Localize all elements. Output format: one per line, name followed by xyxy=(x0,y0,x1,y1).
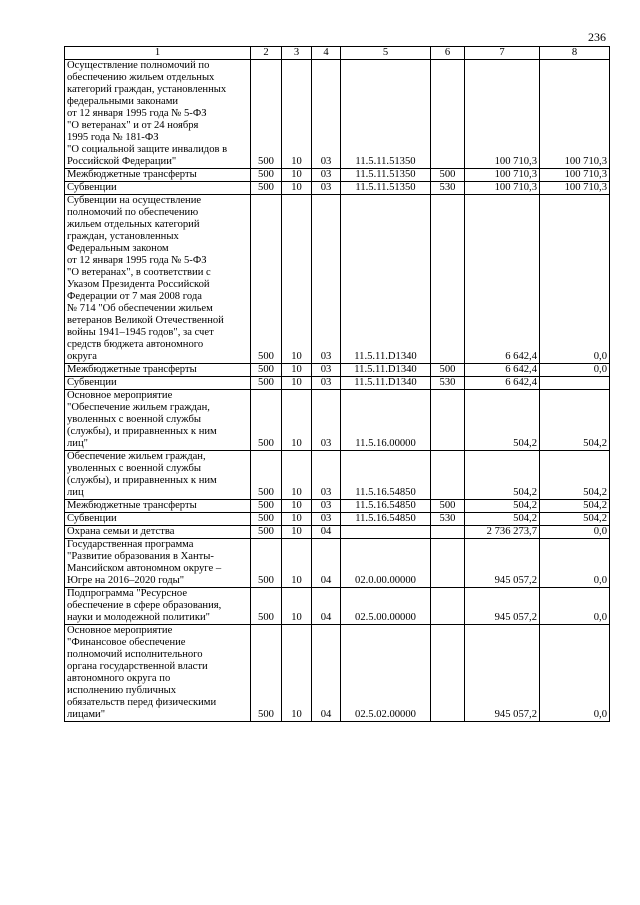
table-row xyxy=(65,390,610,451)
col-target-item-cell: 11.5.16.54850 xyxy=(341,500,431,513)
col-amount-1-cell: 100 710,3 xyxy=(465,182,540,195)
table-row xyxy=(65,526,610,539)
col-subsection-cell: 03 xyxy=(312,500,341,513)
col-subsection-cell: 03 xyxy=(312,182,341,195)
col-amount-2-cell: 100 710,3 xyxy=(540,60,610,169)
col-expense-type-cell: 500 xyxy=(431,364,465,377)
page-number: 236 xyxy=(588,30,606,44)
col-expense-type-cell: 500 xyxy=(431,500,465,513)
col-section-cell: 10 xyxy=(282,588,312,625)
col-amount-1-cell: 100 710,3 xyxy=(465,169,540,182)
col-expense-type-cell: 530 xyxy=(431,377,465,390)
col-amount-2-cell: 0,0 xyxy=(540,364,610,377)
row-name-cell: Субвенции на осуществление полномочий по обеспечению жильем отдельных категорий граждан, установленных Федеральным законом от 12 января 1995 года № 5-ФЗ "О ветеранах", в соответствии с Указом Президента Российской Федерации от 7 мая 2008 года № 714 "Об обеспечении жильем ветеранов Великой Отечественной войны 1941–1945 годов", за счет средств бюджета автономного округа xyxy=(65,195,251,364)
col-ministry-cell: 500 xyxy=(251,364,282,377)
column-header: 4 xyxy=(312,47,341,60)
col-expense-type-cell: 500 xyxy=(431,169,465,182)
column-header: 5 xyxy=(341,47,431,60)
col-ministry-cell: 500 xyxy=(251,390,282,451)
col-expense-type-cell xyxy=(431,588,465,625)
col-section-cell: 10 xyxy=(282,539,312,588)
col-amount-1-cell: 2 736 273,7 xyxy=(465,526,540,539)
col-target-item-cell: 11.5.16.54850 xyxy=(341,451,431,500)
row-name-cell: Охрана семьи и детства xyxy=(65,526,251,539)
col-ministry-cell: 500 xyxy=(251,588,282,625)
row-name-cell: Обеспечение жильем граждан, уволенных с военной службы (службы), и приравненных к ним лиц xyxy=(65,451,251,500)
col-amount-2-cell: 504,2 xyxy=(540,390,610,451)
col-amount-2-cell: 504,2 xyxy=(540,451,610,500)
col-amount-1-cell: 504,2 xyxy=(465,513,540,526)
column-header: 8 xyxy=(540,47,610,60)
col-target-item-cell: 11.5.11.D1340 xyxy=(341,195,431,364)
row-name-cell: Осуществление полномочий по обеспечению жильем отдельных категорий граждан, установленных федеральными законами от 12 января 1995 года № 5-ФЗ "О ветеранах" и от 24 ноября 1995 года № 181-ФЗ "О социальной защите инвалидов в Российской Федерации" xyxy=(65,60,251,169)
col-target-item-cell: 11.5.16.54850 xyxy=(341,513,431,526)
col-amount-2-cell: 0,0 xyxy=(540,526,610,539)
table-row xyxy=(65,513,610,526)
col-section-cell: 10 xyxy=(282,451,312,500)
column-header: 6 xyxy=(431,47,465,60)
row-name-cell: Основное мероприятие "Финансовое обеспечение полномочий исполнительного органа государственной власти автономного округа по исполнению публичных обязательств перед физическими лицами" xyxy=(65,625,251,722)
col-subsection-cell: 03 xyxy=(312,364,341,377)
header-row xyxy=(65,47,610,60)
col-amount-1-cell: 6 642,4 xyxy=(465,364,540,377)
col-target-item-cell: 11.5.11.51350 xyxy=(341,182,431,195)
row-name-cell: Межбюджетные трансферты xyxy=(65,169,251,182)
col-expense-type-cell: 530 xyxy=(431,513,465,526)
row-name-cell: Межбюджетные трансферты xyxy=(65,500,251,513)
col-subsection-cell: 03 xyxy=(312,513,341,526)
col-ministry-cell: 500 xyxy=(251,500,282,513)
col-subsection-cell: 04 xyxy=(312,526,341,539)
col-amount-1-cell: 6 642,4 xyxy=(465,377,540,390)
col-section-cell: 10 xyxy=(282,513,312,526)
table-row xyxy=(65,500,610,513)
col-amount-2-cell: 504,2 xyxy=(540,500,610,513)
col-subsection-cell: 03 xyxy=(312,169,341,182)
table-body xyxy=(65,60,610,722)
col-amount-1-cell: 945 057,2 xyxy=(465,588,540,625)
col-section-cell: 10 xyxy=(282,60,312,169)
col-amount-1-cell: 504,2 xyxy=(465,451,540,500)
col-subsection-cell: 03 xyxy=(312,451,341,500)
col-target-item-cell: 11.5.11.51350 xyxy=(341,169,431,182)
row-name-cell: Государственная программа "Развитие образования в Ханты- Мансийском автономном округе – Югре на 2016–2020 годы" xyxy=(65,539,251,588)
col-section-cell: 10 xyxy=(282,364,312,377)
col-section-cell: 10 xyxy=(282,182,312,195)
col-amount-1-cell: 100 710,3 xyxy=(465,60,540,169)
col-target-item-cell xyxy=(341,526,431,539)
row-name-cell: Субвенции xyxy=(65,513,251,526)
table-row xyxy=(65,182,610,195)
col-ministry-cell: 500 xyxy=(251,526,282,539)
col-ministry-cell: 500 xyxy=(251,169,282,182)
col-amount-2-cell: 0,0 xyxy=(540,195,610,364)
table-row xyxy=(65,451,610,500)
col-ministry-cell: 500 xyxy=(251,195,282,364)
row-name-cell: Подпрограмма "Ресурсное обеспечение в сфере образования, науки и молодежной политики" xyxy=(65,588,251,625)
col-section-cell: 10 xyxy=(282,169,312,182)
col-amount-1-cell: 504,2 xyxy=(465,390,540,451)
budget-table xyxy=(64,46,610,722)
col-section-cell: 10 xyxy=(282,390,312,451)
col-ministry-cell: 500 xyxy=(251,60,282,169)
col-amount-1-cell: 945 057,2 xyxy=(465,625,540,722)
table-row xyxy=(65,364,610,377)
col-subsection-cell: 03 xyxy=(312,60,341,169)
col-target-item-cell: 11.5.11.D1340 xyxy=(341,364,431,377)
col-expense-type-cell xyxy=(431,526,465,539)
col-amount-1-cell: 504,2 xyxy=(465,500,540,513)
col-target-item-cell: 02.5.00.00000 xyxy=(341,588,431,625)
col-amount-2-cell xyxy=(540,377,610,390)
row-name-cell: Субвенции xyxy=(65,377,251,390)
col-amount-2-cell: 0,0 xyxy=(540,625,610,722)
col-expense-type-cell xyxy=(431,539,465,588)
column-header: 3 xyxy=(282,47,312,60)
column-header: 2 xyxy=(251,47,282,60)
col-target-item-cell: 02.5.02.00000 xyxy=(341,625,431,722)
col-expense-type-cell: 530 xyxy=(431,182,465,195)
col-expense-type-cell xyxy=(431,625,465,722)
table-row xyxy=(65,625,610,722)
col-target-item-cell: 11.5.11.D1340 xyxy=(341,377,431,390)
col-amount-1-cell: 945 057,2 xyxy=(465,539,540,588)
col-section-cell: 10 xyxy=(282,377,312,390)
col-amount-2-cell: 0,0 xyxy=(540,539,610,588)
col-expense-type-cell xyxy=(431,60,465,169)
col-subsection-cell: 04 xyxy=(312,539,341,588)
col-target-item-cell: 02.0.00.00000 xyxy=(341,539,431,588)
col-section-cell: 10 xyxy=(282,526,312,539)
col-amount-1-cell: 6 642,4 xyxy=(465,195,540,364)
col-target-item-cell: 11.5.11.51350 xyxy=(341,60,431,169)
col-expense-type-cell xyxy=(431,451,465,500)
col-section-cell: 10 xyxy=(282,195,312,364)
row-name-cell: Субвенции xyxy=(65,182,251,195)
col-expense-type-cell xyxy=(431,390,465,451)
row-name-cell: Межбюджетные трансферты xyxy=(65,364,251,377)
col-section-cell: 10 xyxy=(282,500,312,513)
col-ministry-cell: 500 xyxy=(251,513,282,526)
col-ministry-cell: 500 xyxy=(251,377,282,390)
col-amount-2-cell: 100 710,3 xyxy=(540,169,610,182)
table-row xyxy=(65,377,610,390)
col-expense-type-cell xyxy=(431,195,465,364)
col-ministry-cell: 500 xyxy=(251,625,282,722)
row-name-cell: Основное мероприятие "Обеспечение жильем граждан, уволенных с военной службы (службы), и приравненных к ним лиц" xyxy=(65,390,251,451)
col-subsection-cell: 04 xyxy=(312,625,341,722)
col-amount-2-cell: 100 710,3 xyxy=(540,182,610,195)
col-subsection-cell: 03 xyxy=(312,390,341,451)
table-header xyxy=(65,47,610,60)
table-row xyxy=(65,195,610,364)
column-header: 7 xyxy=(465,47,540,60)
col-section-cell: 10 xyxy=(282,625,312,722)
col-amount-2-cell: 504,2 xyxy=(540,513,610,526)
col-target-item-cell: 11.5.16.00000 xyxy=(341,390,431,451)
col-ministry-cell: 500 xyxy=(251,451,282,500)
col-ministry-cell: 500 xyxy=(251,182,282,195)
table-row xyxy=(65,539,610,588)
col-amount-2-cell: 0,0 xyxy=(540,588,610,625)
col-subsection-cell: 04 xyxy=(312,588,341,625)
table-row xyxy=(65,588,610,625)
column-header: 1 xyxy=(65,47,251,60)
table-row xyxy=(65,60,610,169)
col-subsection-cell: 03 xyxy=(312,377,341,390)
col-ministry-cell: 500 xyxy=(251,539,282,588)
table-row xyxy=(65,169,610,182)
col-subsection-cell: 03 xyxy=(312,195,341,364)
